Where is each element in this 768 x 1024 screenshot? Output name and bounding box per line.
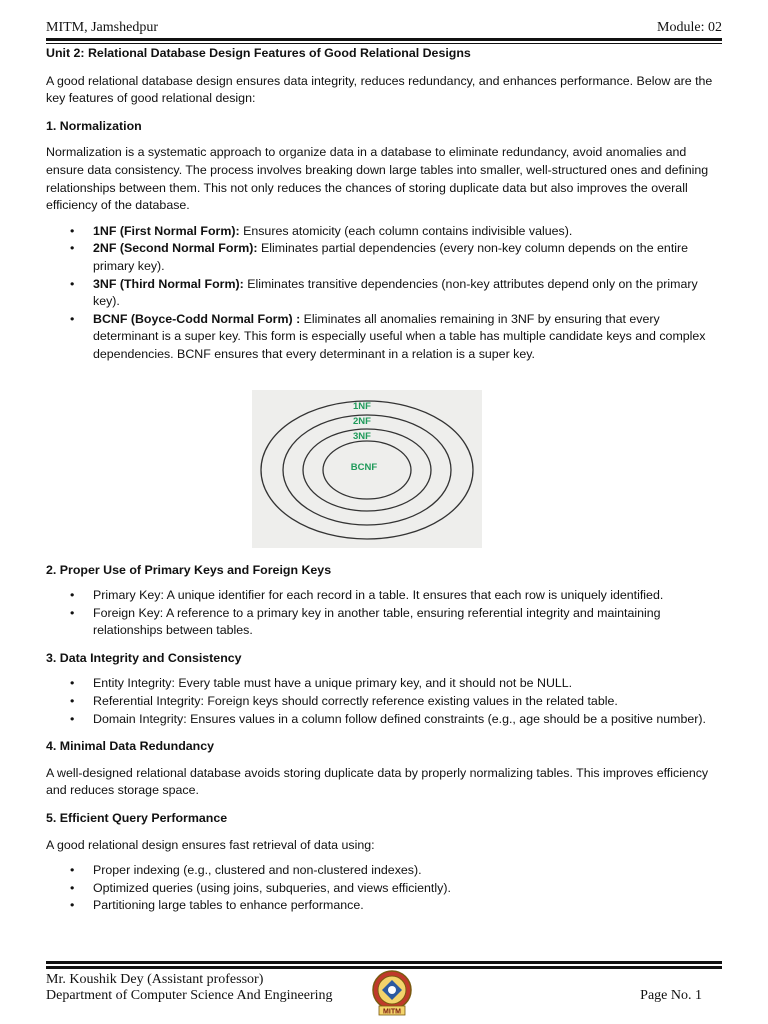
page-footer xyxy=(46,970,722,1016)
list-item-term: 1NF (First Normal Form): xyxy=(93,223,240,238)
list-item: • Referential Integrity: Foreign keys should correctly reference existing values in the related table. xyxy=(93,693,722,711)
section-title-redundancy: 4. Minimal Data Redundancy xyxy=(46,739,214,754)
list-item-desc: Ensures atomicity (each column contains indivisible values). xyxy=(239,223,573,238)
normal-forms-list xyxy=(46,223,722,364)
keys-list xyxy=(46,587,722,640)
document-body xyxy=(46,44,722,915)
list-item: • Partitioning large tables to enhance performance. xyxy=(93,897,722,915)
label-3nf: 3NF xyxy=(353,430,371,442)
section-title-performance: 5. Efficient Query Performance xyxy=(46,811,228,826)
list-item: • Proper indexing (e.g., clustered and non-clustered indexes). xyxy=(93,862,722,880)
page-header xyxy=(46,18,722,38)
normalization-paragraph: Normalization is a systematic approach to organize data in a database to eliminate redundancy, avoid anomalies and ensure data consistency. The process involves breaking down large tables into smaller, well-structured ones and defining relationships between them. This not only reduces the chances of storing duplicate data but also improves the overall efficiency of the database. xyxy=(46,145,709,213)
list-item xyxy=(93,240,722,275)
footer-author: Mr. Koushik Dey (Assistant professor) xyxy=(46,972,264,987)
header-module: Module: 02 xyxy=(657,20,722,35)
list-item-desc: Eliminates partial dependencies (every non-key column depends on the entire primary key). xyxy=(93,241,689,273)
label-1nf: 1NF xyxy=(353,400,371,412)
list-item: • Domain Integrity: Ensures values in a column follow defined constraints (e.g., age should be a positive number). xyxy=(93,711,722,729)
institution-logo xyxy=(368,970,416,1016)
footer-rule xyxy=(46,961,722,969)
list-item: • Foreign Key: A reference to a primary key in another table, ensuring referential integrity and maintaining relationships between tables. xyxy=(93,605,722,640)
section-title-integrity: 3. Data Integrity and Consistency xyxy=(46,650,242,665)
unit-title: Unit 2: Relational Database Design Features of Good Relational Designs xyxy=(46,46,471,60)
list-item-desc: Eliminates transitive dependencies (non-key attributes depend only on the primary key). xyxy=(93,276,698,309)
footer-department: Department of Computer Science And Engineering xyxy=(46,988,333,1003)
label-bcnf: BCNF xyxy=(350,461,378,473)
label-2nf: 2NF xyxy=(353,415,371,427)
section-title-normalization: 1. Normalization xyxy=(46,118,142,133)
performance-list xyxy=(46,862,722,915)
list-item-term: 2NF (Second Normal Form): xyxy=(93,241,258,256)
nested-ellipses-svg xyxy=(252,390,482,548)
list-item xyxy=(93,223,722,241)
intro-paragraph: A good relational database design ensures data integrity, reduces redundancy, and enhances performance. Below are the key features of good relational design: xyxy=(46,73,713,106)
normal-forms-diagram xyxy=(252,390,482,548)
list-item-desc: Eliminates all anomalies remaining in 3NF by ensuring that every determinant is a super key. This form is especially useful when a table has multiple candidate keys and complex dependencies. BCNF ensures that every determinant in a relation is a super key. xyxy=(93,311,706,361)
list-item: • Primary Key: A unique identifier for each record in a table. It ensures that each row is uniquely identified. xyxy=(93,587,722,605)
list-item-term: BCNF (Boyce-Codd Normal Form) : xyxy=(93,311,301,326)
list-item: • Entity Integrity: Every table must have a unique primary key, and it should not be NULL. xyxy=(93,675,722,693)
list-item xyxy=(93,311,722,364)
performance-paragraph: A good relational design ensures fast retrieval of data using: xyxy=(46,837,375,852)
redundancy-paragraph: A well-designed relational database avoids storing duplicate data by properly normalizing tables. This improves efficiency and reduces storage space. xyxy=(46,765,709,798)
integrity-list xyxy=(46,675,722,728)
footer-page-number: Page No. 1 xyxy=(640,988,702,1003)
list-item: • Optimized queries (using joins, subqueries, and views efficiently). xyxy=(93,880,722,898)
header-institution: MITM, Jamshedpur xyxy=(46,20,158,35)
section-title-keys: 2. Proper Use of Primary Keys and Foreign Keys xyxy=(46,562,332,577)
list-item xyxy=(93,276,722,311)
list-item-term: 3NF (Third Normal Form): xyxy=(93,276,244,291)
logo-text: MITM xyxy=(383,1008,401,1016)
